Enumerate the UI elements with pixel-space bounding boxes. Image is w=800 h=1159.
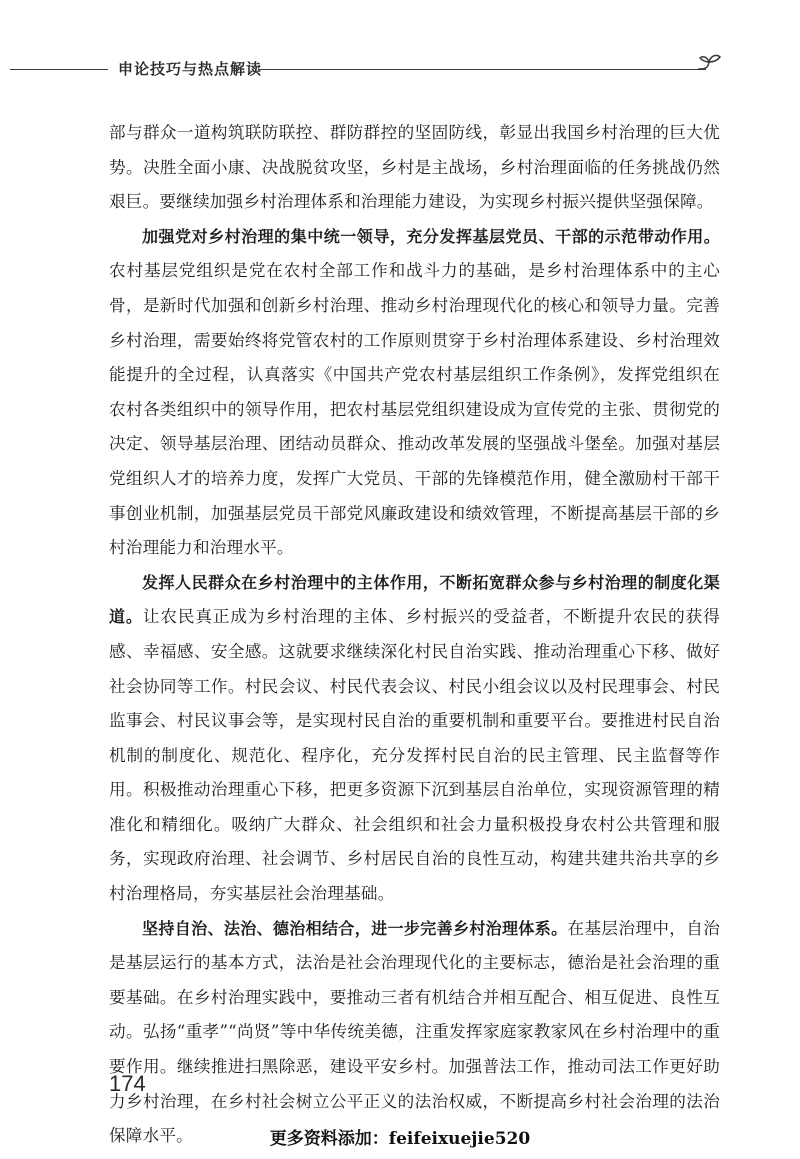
paragraph-4: [109, 912, 720, 1154]
paragraph-3-body: 让农民真正成为乡村治理的主体、乡村振兴的受益者，不断提升农民的获得感、幸福感、安全感。这就要求继续深化村民自治实践、推动治理重心下移、做好社会协同等工作。村民会议、村民代表会议、村民小组会议以及村民理事会、村民监事会、村民议事会等，是实现村民自治的重要机制和重要平台。要推进村民自治机制的制度化、规范化、程序化，充分发挥村民自治的民主管理、民主监督等作用。积极推动治理重心下移，把更多资源下沉到基层自治单位，实现资源管理的精准化和精细化。吸纳广大群众、社会组织和社会力量积极投身农村公共管理和服务，实现政府治理、社会调节、乡村居民自治的良性互动，构建共建共治共享的乡村治理格局，夯实基层社会治理基础。: [109, 607, 720, 904]
running-header: [0, 52, 800, 92]
footer-note: 更多资料添加：feifeixuejie520: [269, 1129, 531, 1149]
body-text: [109, 116, 720, 1154]
paragraph-3: [109, 566, 720, 912]
paragraph-2-body: 农村基层党组织是党在农村全部工作和战斗力的基础，是乡村治理体系中的主心骨，是新时代加强和创新乡村治理、推动乡村治理现代化的核心和领导力量。完善乡村治理，需要始终将党管农村的工作原则贯穿于乡村治理体系建设、乡村治理效能提升的全过程，认真落实《中国共产党农村基层组织工作条例》，发挥党组织在农村各类组织中的领导作用，把农村基层党组织建设成为宣传党的主张、贯彻党的决定、领导基层治理、团结动员群众、推动改革发展的坚强战斗堡垒。加强对基层党组织人才的培养力度，发挥广大党员、干部的先锋模范作用，健全激励村干部干事创业机制，加强基层党员干部党风廉政建设和绩效管理，不断提高基层干部的乡村治理能力和治理水平。: [109, 261, 720, 558]
header-rule-left: [10, 69, 108, 70]
paragraph-3-lead: 发挥人民群众在乡村治理中的主体作用，不断拓宽群众参与乡村治理的制度化渠道。: [109, 572, 720, 627]
paragraph-4-lead: 坚持自治、法治、德治相结合，进一步完善乡村治理体系。: [142, 918, 568, 938]
header-rule-right: [258, 69, 706, 70]
sprout-icon: [694, 52, 726, 84]
paragraph-1: 部与群众一道构筑联防联控、群防群控的坚固防线，彰显出我国乡村治理的巨大优势。决胜全面小康、决战脱贫攻坚，乡村是主战场，乡村治理面临的任务挑战仍然艰巨。要继续加强乡村治理体系和治理能力建设，为实现乡村振兴提供坚强保障。: [109, 123, 720, 212]
paragraph-4-body: 在基层治理中，自治是基层运行的基本方式，法治是社会治理现代化的主要标志，德治是社会治理的重要基础。在乡村治理实践中，要推动三者有机结合并相互配合、相互促进、良性互动。弘扬“重孝”“尚贤”等中华传统美德，注重发挥家庭家教家风在乡村治理中的重要作用。继续推进扫黑除恶，建设平安乡村。加强普法工作，推动司法工作更好助力乡村治理，在乡村社会树立公平正义的法治权威，不断提高乡村社会治理的法治保障水平。: [109, 918, 720, 1146]
header-title: 申论技巧与热点解读: [118, 60, 263, 78]
page-number: 174: [109, 1071, 146, 1096]
paragraph-2: [109, 220, 720, 566]
paragraph-2-lead: 加强党对乡村治理的集中统一领导，充分发挥基层党员、干部的示范带动作用。: [142, 226, 720, 246]
